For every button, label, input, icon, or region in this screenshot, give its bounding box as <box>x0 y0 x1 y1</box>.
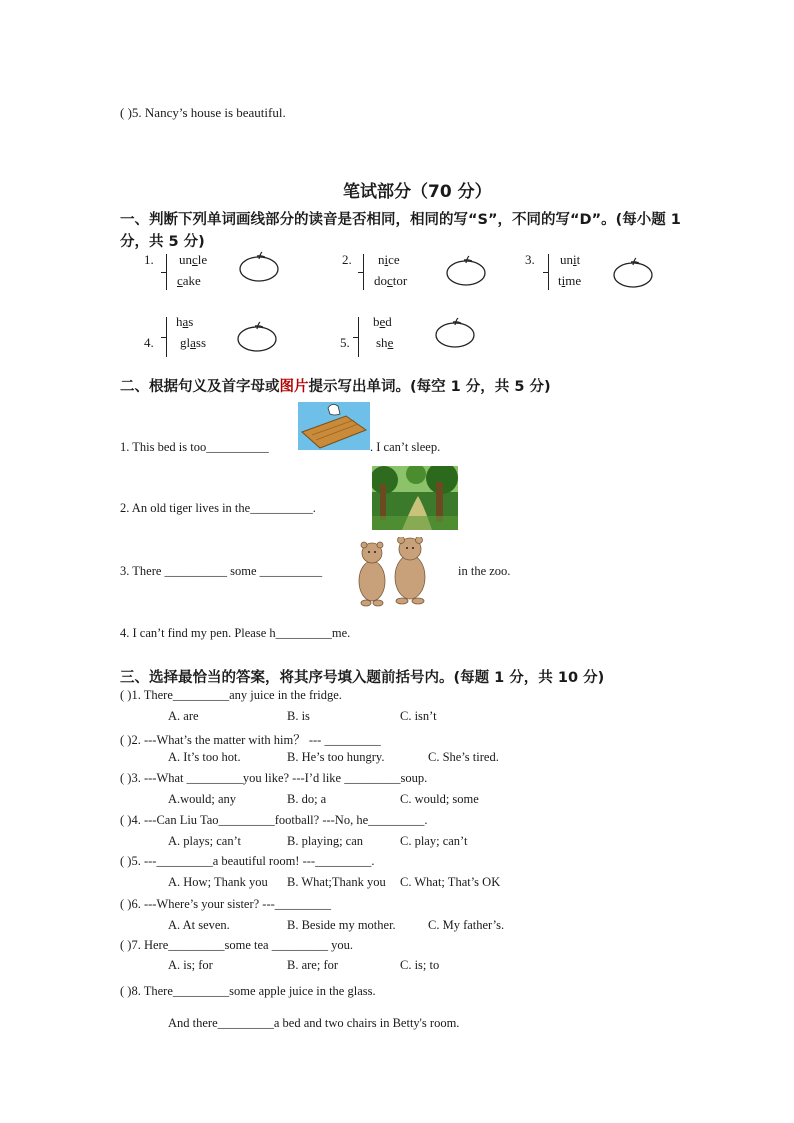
hard-board-picture <box>298 402 370 450</box>
apple-answer-icon[interactable] <box>444 254 490 288</box>
brace <box>358 317 369 357</box>
bears-picture <box>356 537 436 607</box>
s1-word: nice <box>378 252 400 267</box>
s1-word: glass <box>180 335 207 350</box>
s3-question: ( )3. ---What _________you like? ---I’d like _________soup. <box>120 771 428 785</box>
s3-option-c: C. would; some <box>400 792 479 806</box>
apple-answer-icon[interactable] <box>235 320 281 354</box>
s3-option-b: B. are; for <box>287 958 339 972</box>
s3-option-a: A. is; for <box>168 958 213 972</box>
s2-question-4: 4. I can’t find my pen. Please h_________me. <box>120 626 351 640</box>
s3-option-a: A. It’s too hot. <box>168 750 241 764</box>
s2-question-1b: . I can’t sleep. <box>370 440 441 454</box>
s1-word: unit <box>560 252 581 267</box>
written-part-title: 笔试部分（70 分） <box>343 182 492 202</box>
s1-word: she <box>376 335 394 350</box>
s3-option-c: C. is; to <box>400 958 440 972</box>
s3-option-c: C. What; That’s OK <box>400 875 501 889</box>
s3-option-a: A. How; Thank you <box>168 875 268 889</box>
s3-question: ( )1. There_________any juice in the fridge. <box>120 688 342 702</box>
s3-option-b: B. playing; can <box>287 834 364 848</box>
s3-question: ( )6. ---Where’s your sister? ---_________ <box>120 897 332 911</box>
s3-question: ( )4. ---Can Liu Tao_________football? ---No, he_________. <box>120 813 428 827</box>
s3-question-8: ( )8. There_________some apple juice in the glass. <box>120 984 376 998</box>
s1-item-number: 1. <box>144 252 154 267</box>
s3-option-a: A. are <box>168 709 199 723</box>
s1-item-number: 5. <box>340 335 350 350</box>
s3-option-a: A.would; any <box>168 792 237 806</box>
s3-question: ( )7. Here_________some tea _________ you. <box>120 938 353 952</box>
apple-answer-icon[interactable] <box>237 250 283 284</box>
s1-word: uncle <box>179 252 208 267</box>
section1-heading-line1: 一、判断下列单词画线部分的读音是否相同，相同的写“S”，不同的写“D”。(每小题 1 <box>120 212 681 228</box>
section1-heading-line2: 分，共 5 分) <box>120 234 205 250</box>
apple-answer-icon[interactable] <box>611 256 657 290</box>
s3-option-b: B. do; a <box>287 792 327 806</box>
s3-option-a: A. At seven. <box>168 918 230 932</box>
s2-question-3a: 3. There __________ some __________ <box>120 564 323 578</box>
section3-heading: 三、选择最恰当的答案，将其序号填入题前括号内。(每题 1 分，共 10 分) <box>120 670 605 686</box>
s2-question-2: 2. An old tiger lives in the__________. <box>120 501 316 515</box>
s1-word: time <box>558 273 582 288</box>
s1-word: bed <box>373 314 392 329</box>
s1-item-number: 2. <box>342 252 352 267</box>
apple-answer-icon[interactable] <box>433 316 479 350</box>
s3-option-b: B. is <box>287 709 310 723</box>
brace <box>166 254 177 290</box>
s3-option-c: C. play; can’t <box>400 834 468 848</box>
s3-option-b: B. Beside my mother. <box>287 918 396 932</box>
s3-question: ( )5. ---_________a beautiful room! ---_________. <box>120 854 375 868</box>
s3-option-b: B. What;Thank you <box>287 875 386 889</box>
section2-heading: 二、根据句义及首字母或图片提示写出单词。(每空 1 分，共 5 分) <box>120 379 551 395</box>
s3-option-c: C. My father’s. <box>428 918 505 932</box>
s3-option-a: A. plays; can’t <box>168 834 242 848</box>
s2-question-3b: in the zoo. <box>458 564 511 578</box>
s1-item-number: 3. <box>525 252 535 267</box>
s1-word: has <box>176 314 194 329</box>
s3-option-c: C. She’s tired. <box>428 750 499 764</box>
s3-option-c: C. isn’t <box>400 709 437 723</box>
brace <box>363 254 374 290</box>
s1-word: cake <box>177 273 201 288</box>
s1-word: doctor <box>374 273 408 288</box>
forest-picture <box>372 466 458 530</box>
listening-item-5: ( )5. Nancy’s house is beautiful. <box>120 105 286 120</box>
s3-option-b: B. He’s too hungry. <box>287 750 385 764</box>
s2-question-1a: 1. This bed is too__________ <box>120 440 269 454</box>
s3-question: ( )2. ---What’s the matter with him？ --- _________ <box>120 733 381 747</box>
s1-item-number: 4. <box>144 335 154 350</box>
s3-question-8-line2: And there_________a bed and two chairs in Betty's room. <box>168 1016 460 1030</box>
